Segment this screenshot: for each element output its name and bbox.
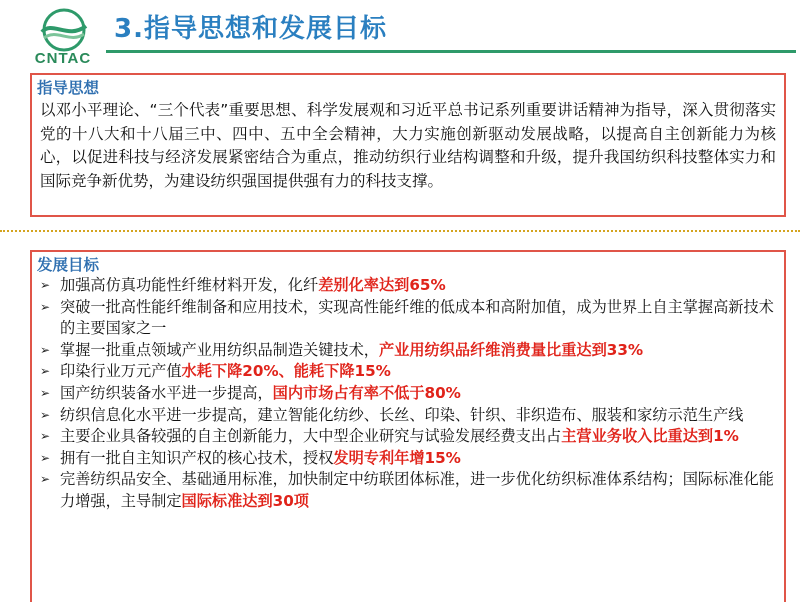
goal-text: 主要企业具备较强的自主创新能力，大中型企业研究与试验发展经费支出占 <box>60 427 562 446</box>
goal-highlight: 国际标准达到30项 <box>181 491 309 510</box>
goal-text: 纺织信息化水平进一步提高，建立智能化纺纱、长丝、印染、针织、非织造布、服装和家纺示范生产线 <box>60 405 744 424</box>
arrow-bullet-icon: ➢ <box>40 407 51 422</box>
goal-item <box>38 469 778 512</box>
goal-item <box>38 275 778 297</box>
goal-highlight: 主营业务收入比重达到1% <box>561 427 739 446</box>
section-divider <box>0 230 800 232</box>
goal-highlight: 差别化率达到65% <box>318 276 446 294</box>
development-goals-box <box>30 250 786 602</box>
page-title: 3.指导思想和发展目标 <box>114 14 387 44</box>
goal-text: 掌握一批重点领域产业用纺织品制造关键技术， <box>60 340 379 359</box>
arrow-bullet-icon: ➢ <box>40 472 51 487</box>
guiding-thought-heading: 指导思想 <box>37 79 100 97</box>
goal-text: 完善纺织品安全、基础通用标准，加快制定中纺联团体标准，进一步优化纺织标准体系结构；国际标准化能力增强，主导制定 <box>60 470 774 510</box>
goal-item <box>38 361 778 383</box>
guiding-thought-box <box>30 73 786 217</box>
goal-item <box>38 426 778 448</box>
goal-text: 拥有一批自主知识产权的核心技术，授权 <box>60 448 334 467</box>
logo-text: CNTAC <box>34 50 92 67</box>
development-goals-heading: 发展目标 <box>37 256 100 274</box>
arrow-bullet-icon: ➢ <box>40 342 51 357</box>
goal-item <box>38 383 778 405</box>
goal-highlight: 国内市场占有率不低于80% <box>272 383 461 402</box>
goal-item <box>38 297 778 340</box>
goal-item <box>38 405 778 427</box>
goal-text: 国产纺织装备水平进一步提高， <box>60 383 273 402</box>
arrow-bullet-icon: ➢ <box>40 364 51 379</box>
title-underline <box>106 50 796 53</box>
goals-list <box>32 275 784 513</box>
goal-highlight: 产业用纺织品纤维消费量比重达到33% <box>378 340 644 359</box>
arrow-bullet-icon: ➢ <box>40 299 51 314</box>
guiding-thought-text: 以邓小平理论、“三个代表”重要思想、科学发展观和习近平总书记系列重要讲话精神为指导，深入贯彻落实党的十八大和十八届三中、四中、五中全会精神，大力实施创新驱动发展战略，以提高自主创新能力为核心，以促进科技与经济发展紧密结合为重点，推动纺织行业结构调整和升级，提升我国纺织科技整体实力和国际竞争新优势，为建设纺织强国提供强有力的科技支撑。 <box>40 101 776 190</box>
goal-item <box>38 448 778 470</box>
arrow-bullet-icon: ➢ <box>40 429 51 444</box>
goal-item <box>38 340 778 362</box>
arrow-bullet-icon: ➢ <box>40 385 51 400</box>
goal-highlight: 水耗下降20%、能耗下降15% <box>181 362 391 381</box>
goal-highlight: 发明专利年增15% <box>333 448 461 467</box>
arrow-bullet-icon: ➢ <box>40 450 51 465</box>
goal-text: 印染行业万元产值 <box>60 362 182 381</box>
arrow-bullet-icon: ➢ <box>40 278 51 292</box>
goal-text: 突破一批高性能纤维制备和应用技术，实现高性能纤维的低成本和高附加值，成为世界上自主掌握高新技术的主要国家之一 <box>60 297 774 338</box>
goal-text: 加强高仿真功能性纤维材料开发，化纤 <box>60 276 319 294</box>
